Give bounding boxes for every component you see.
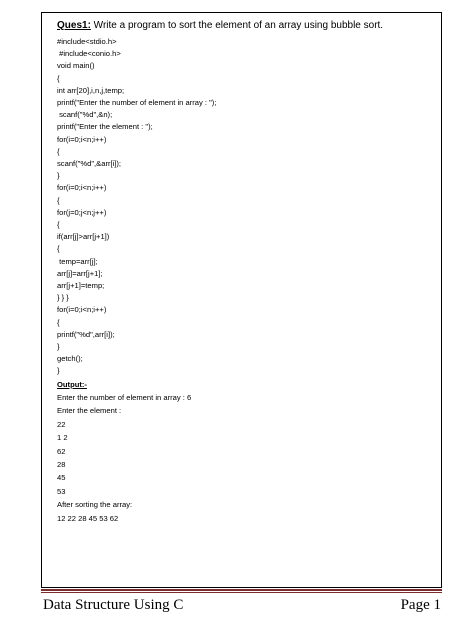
output-line: Enter the element : [57, 406, 122, 416]
code-line: { [57, 195, 60, 205]
code-line: scanf("%d",&arr[i]); [57, 159, 122, 169]
code-line: printf("%d",arr[i]); [57, 329, 115, 339]
code-line: void main() [57, 61, 95, 71]
question-heading [57, 19, 437, 33]
page-footer [43, 594, 441, 616]
code-line: { [57, 317, 60, 327]
code-line: arr[j]=arr[j+1]; [57, 268, 103, 278]
output-line: 45 [57, 473, 66, 483]
code-block [57, 36, 437, 378]
output-line: Enter the number of element in array : 6 [57, 392, 192, 402]
code-line: for(i=0;i<n;i++) [57, 134, 107, 144]
code-line: { [57, 244, 60, 254]
footer-rule [41, 589, 442, 591]
code-line: { [57, 146, 60, 156]
code-line: #include<conio.h> [57, 49, 121, 59]
code-line: for(j=0;j<n;j++) [57, 207, 107, 217]
code-line: } [57, 342, 60, 352]
code-line: for(i=0;i<n;i++) [57, 183, 107, 193]
code-line: int arr[20],i,n,j,temp; [57, 85, 125, 95]
code-line: printf("Enter the number of element in array : "); [57, 98, 217, 108]
code-line: for(i=0;i<n;i++) [57, 305, 107, 315]
code-line: if(arr[j]>arr[j+1]) [57, 232, 110, 242]
output-line: 12 22 28 45 53 62 [57, 513, 119, 523]
code-line: { [57, 220, 60, 230]
output-line: 22 [57, 419, 66, 429]
code-line: getch(); [57, 354, 83, 364]
code-line: scanf("%d",&n); [57, 110, 113, 120]
question-label: Ques1: [57, 20, 91, 31]
output-line: 1 2 [57, 433, 68, 443]
output-block [57, 391, 437, 525]
code-line: temp=arr[j]; [57, 256, 98, 266]
code-line: } [57, 171, 60, 181]
output-heading: Output:- [57, 379, 87, 389]
output-line: 28 [57, 459, 66, 469]
code-line: printf("Enter the element : "); [57, 122, 153, 132]
document-content [57, 19, 437, 525]
footer-title: Data Structure Using C [43, 597, 184, 613]
question-text: Write a program to sort the element of an array using bubble sort. [90, 20, 384, 31]
footer-rule-thin [41, 592, 442, 593]
output-line: 62 [57, 446, 66, 456]
output-line: After sorting the array: [57, 500, 133, 510]
output-line: 53 [57, 486, 66, 496]
code-line: { [57, 73, 60, 83]
code-line: arr[j+1]=temp; [57, 281, 105, 291]
footer-page-number: Page 1 [400, 597, 441, 613]
code-line: } } } [57, 293, 69, 303]
code-line: #include<stdio.h> [57, 37, 117, 46]
code-line: } [57, 366, 60, 376]
